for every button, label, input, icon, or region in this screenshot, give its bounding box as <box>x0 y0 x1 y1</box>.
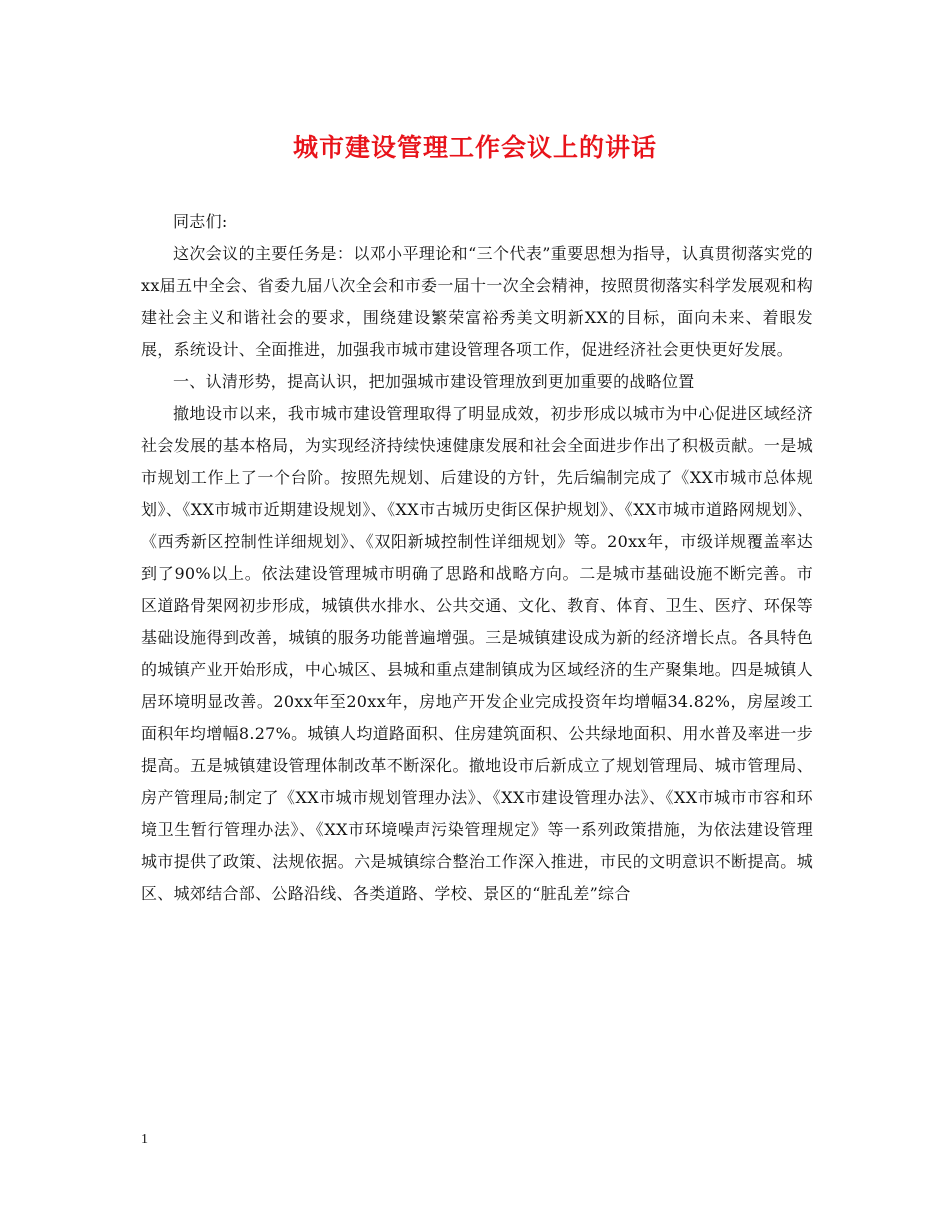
paragraph-achievements: 撤地设市以来，我市城市建设管理取得了明显成效，初步形成以城市为中心促进区域经济社会发展的基本格局，为实现经济持续快速健康发展和社会全面进步作出了积极贡献。一是城市规划工作上了一个台阶。按照先规划、后建设的方针，先后编制完成了《XX市城市总体规划》、《XX市城市近期建设规划》、《XX市古城历史街区保护规划》、《XX市城市道路网规划》、《西秀新区控制性详细规划》、《双阳新城控制性详细规划》等。20xx年，市级详规覆盖率达到了90%以上。依法建设管理城市明确了思路和战略方向。二是城市基础设施不断完善。市区道路骨架网初步形成，城镇供水排水、公共交通、文化、教育、体育、卫生、医疗、环保等基础设施得到改善，城镇的服务功能普遍增强。三是城镇建设成为新的经济增长点。各具特色的城镇产业开始形成，中心城区、县城和重点建制镇成为区域经济的生产聚集地。四是城镇人居环境明显改善。20xx年至20xx年，房地产开发企业完成投资年均增幅34.82%，房屋竣工面积年均增幅8.27%。城镇人均道路面积、住房建筑面积、公共绿地面积、用水普及率进一步提高。五是城镇建设管理体制改革不断深化。撤地设市后新成立了规划管理局、城市管理局、房产管理局;制定了《XX市城市规划管理办法》、《XX市建设管理办法》、《XX市城市市容和环境卫生暂行管理办法》、《XX市环境噪声污染管理规定》等一系列政策措施，为依法建设管理城市提供了政策、法规依据。六是城镇综合整治工作深入推进，市民的文明意识不断提高。城区、城郊结合部、公路沿线、各类道路、学校、景区的“脏乱差”综合 <box>141 404 813 903</box>
page-number: 1 <box>141 1132 148 1147</box>
document-title: 城市建设管理工作会议上的讲话 <box>292 133 657 162</box>
paragraph-meeting-task: 这次会议的主要任务是：以邓小平理论和“三个代表”重要思想为指导，认真贯彻落实党的xx届五中全会、省委九届八次全会和市委一届十一次全会精神，按照贯彻落实科学发展观和构建社会主义和谐社会的要求，围绕建设繁荣富裕秀美文明新XX的目标，面向未来、着眼发展，系统设计、全面推进，加强我市城市建设管理各项工作，促进经济社会更快更好发展。 <box>141 244 813 359</box>
document-body <box>141 206 813 910</box>
salutation: 同志们: <box>173 212 228 231</box>
section-heading-1: 一、认清形势，提高认识，把加强城市建设管理放到更加重要的战略位置 <box>173 372 695 391</box>
